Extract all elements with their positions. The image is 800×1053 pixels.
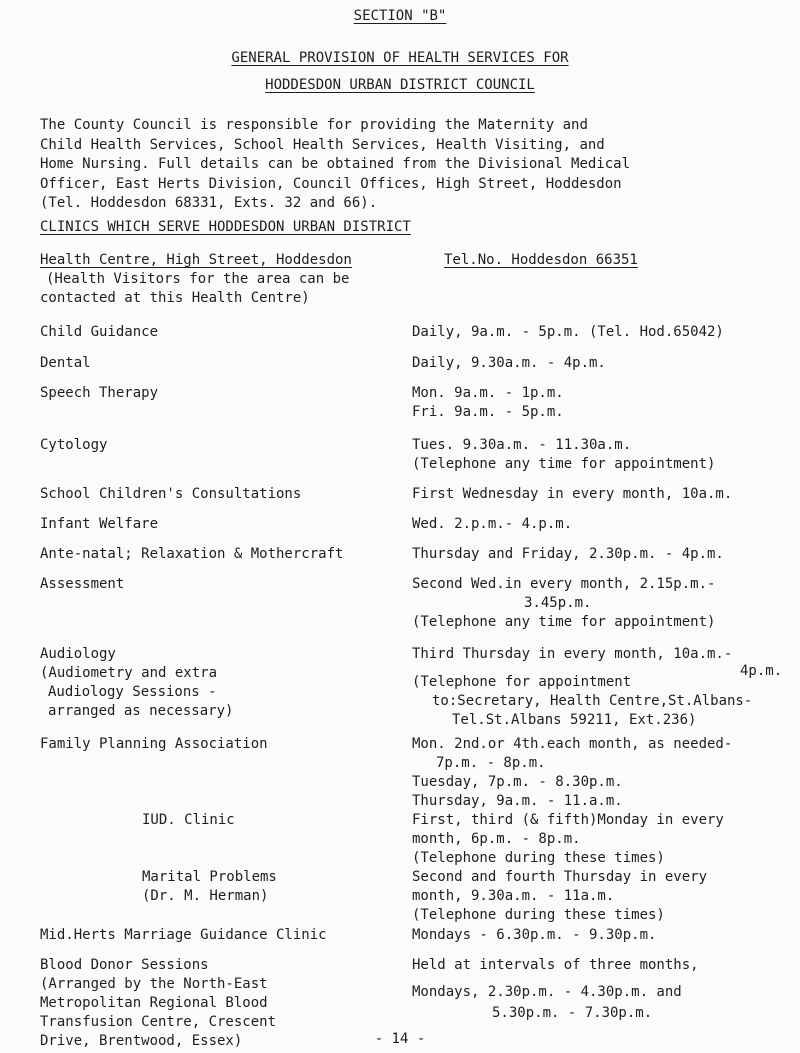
times-speech-therapy: Mon. 9a.m. - 1p.m. Fri. 9a.m. - 5p.m. [412,385,564,420]
service-cytology: Cytology [40,437,108,453]
service-assessment: Assessment [40,576,125,592]
times-infant-welfare: Wed. 2.p.m.- 4.p.m. [412,516,573,532]
service-school-consultations: School Children's Consultations [40,486,302,502]
times-cytology: Tues. 9.30a.m. - 11.30a.m. (Telephone any time for appointment) [412,437,716,472]
service-infant-welfare: Infant Welfare [40,516,159,532]
intro-line: Home Nursing. Full details can be obtained from the Divisional Medical [40,156,631,172]
service-marital-problems: Marital Problems (Dr. M. Herman) [142,869,277,904]
health-centre-name: Health Centre, High Street, Hoddesdon [40,252,352,268]
page-number: - 14 - [374,1031,426,1047]
times-school-consultations: First Wednesday in every month, 10a.m. [412,486,733,502]
times-child-guidance: Daily, 9a.m. - 5p.m. (Tel. Hod.65042) [412,324,724,340]
service-antenatal: Ante-natal; Relaxation & Mothercraft [40,546,344,562]
times-antenatal: Thursday and Friday, 2.30p.m. - 4p.m. [412,546,724,562]
times-marriage-guidance: Mondays - 6.30p.m. - 9.30p.m. [412,927,657,943]
service-marriage-guidance: Mid.Herts Marriage Guidance Clinic [40,927,327,943]
times-family-planning: Mon. 2nd.or 4th.each month, as needed- 7p.m. - 8p.m. Tuesday, 7p.m. - 8.30p.m. Thursday, 9a.m. - 11.a.m. [412,736,733,809]
service-audiology: Audiology (Audiometry and extra Audiology Sessions - arranged as necessary) [40,646,234,719]
intro-paragraph [40,116,630,214]
times-assessment: Second Wed.in every month, 2.15p.m.- 3.45p.m. (Telephone any time for appointment) [412,576,716,630]
service-family-planning: Family Planning Association [40,736,268,752]
times-blood-donor: Held at intervals of three months, Mondays, 2.30p.m. - 4.30p.m. and 5.30p.m. - 7.30p.m. [412,957,699,1021]
page-subtitle: HODDESDON URBAN DISTRICT COUNCIL [265,77,535,93]
times-dental: Daily, 9.30a.m. - 4p.m. [412,355,606,371]
intro-line: (Tel. Hoddesdon 68331, Exts. 32 and 66). [40,195,378,211]
intro-line: Child Health Services, School Health Services, Health Visiting, and [40,136,605,153]
health-centre-note: (Health Visitors for the area can be [46,271,350,287]
service-iud-clinic: IUD. Clinic [142,812,235,828]
times-audiology: Third Thursday in every month, 10a.m.- 4p.m. (Telephone for appointment to:Secretary, Health Centre,St.Albans- Tel.St.Albans 59211, Ext.236) [412,646,783,728]
times-iud-clinic: First, third (& fifth)Monday in every month, 6p.m. - 8p.m. (Telephone during these times) [412,812,724,866]
clinics-heading: CLINICS WHICH SERVE HODDESDON URBAN DISTRICT [40,219,411,235]
health-centre-tel: Tel.No. Hoddesdon 66351 [444,252,638,268]
health-centre-note: contacted at this Health Centre) [40,290,310,306]
service-dental: Dental [40,355,91,371]
intro-line: Officer, East Herts Division, Council Offices, High Street, Hoddesdon [40,175,622,192]
service-speech-therapy: Speech Therapy [40,385,159,401]
service-blood-donor: Blood Donor Sessions (Arranged by the North-East Metropolitan Regional Blood Transfusion Centre, Crescent Drive, Brentwood, Essex) [40,957,277,1049]
times-marital-problems: Second and fourth Thursday in every month, 9.30a.m. - 11a.m. (Telephone during these times) [412,869,708,923]
service-child-guidance: Child Guidance [40,324,159,340]
intro-line: The County Council is responsible for providing the Maternity and [40,117,588,133]
section-label: SECTION "B" [353,8,447,24]
page-title: GENERAL PROVISION OF HEALTH SERVICES FOR [231,50,569,66]
